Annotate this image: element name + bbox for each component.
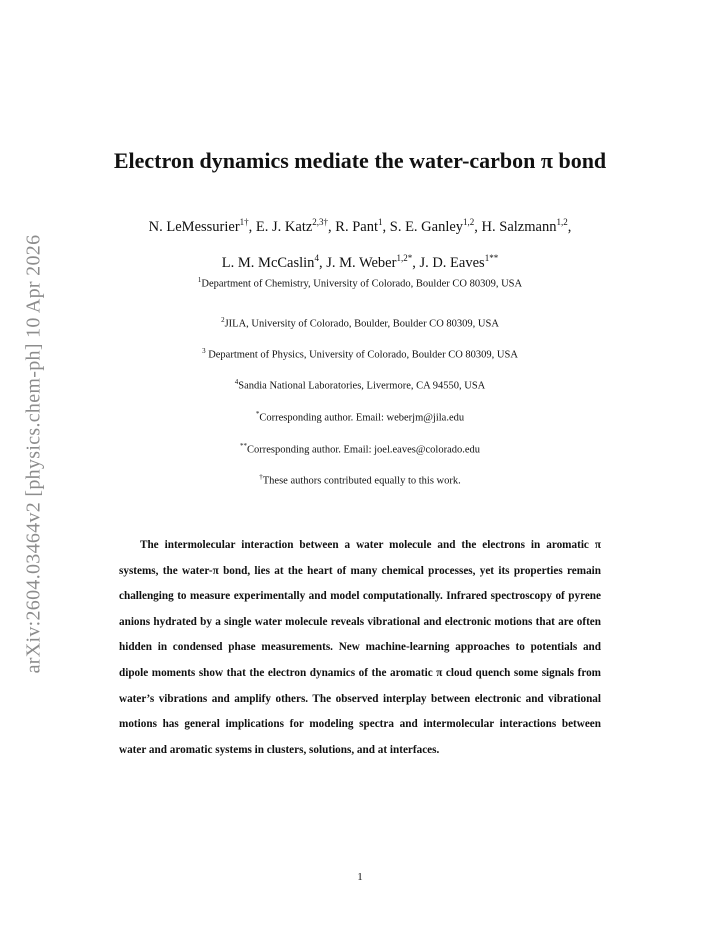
author-name: S. E. Ganley — [389, 218, 464, 235]
author-affiliation-mark: 1,2 — [463, 217, 475, 227]
author-name: L. M. McCaslin — [221, 254, 315, 271]
affiliation-mark: 1 — [197, 276, 202, 284]
note-text: Corresponding author. Email: joel.eaves@colorado.edu — [246, 444, 481, 456]
affiliation-text: Department of Physics, University of Colorado, Boulder CO 80309, USA — [205, 349, 518, 361]
author-name: N. LeMessurier — [148, 218, 240, 235]
abstract: The intermolecular interaction between a water molecule and the electrons in aromatic π systems, the water-π bond, lies at the heart of many chemical processes, yet its properties remain challenging to measure experimentally and model computationally. Infrared spectroscopy of pyrene anions hydrated by a single water molecule reveals vibrational and electronic motions that are often hidden in condensed phase measurements. New machine-learning approaches to potentials and dipole moments show that the electron dynamics of the aromatic π cloud quench some signals from water’s vibrations and amplify others. The observed interplay between electronic and vibrational motions has general implications for modeling spectra and intermolecular interactions between water and aromatic systems in clusters, solutions, and at interfaces. — [119, 539, 601, 756]
note-mark: * — [255, 410, 260, 418]
author-affiliation-mark: 1† — [239, 217, 249, 227]
corresponding-note — [0, 410, 720, 424]
note-mark: ** — [239, 442, 247, 450]
author-name: J. D. Eaves — [419, 254, 485, 271]
author-affiliation-mark: 1,2 — [556, 217, 568, 227]
equal-contribution-note — [0, 473, 720, 487]
author-name: R. Pant — [335, 218, 378, 235]
affiliation — [0, 316, 720, 330]
corresponding-note — [0, 442, 720, 456]
author-affiliation-mark: 1 — [378, 217, 383, 227]
note-mark: † — [259, 473, 263, 481]
affiliation — [0, 347, 720, 361]
author-name: E. J. Katz — [255, 218, 313, 235]
author-affiliation-mark: 2,3† — [312, 217, 329, 227]
arxiv-stamp: arXiv:2604.03464v2 [physics.chem-ph] 10 Apr 2026 — [22, 234, 45, 674]
affiliation-mark: 2 — [221, 316, 225, 324]
author-affiliation-mark: 1** — [484, 252, 499, 263]
affiliation-mark: 4 — [234, 378, 239, 386]
note-text: Corresponding author. Email: weberjm@jila.edu — [259, 412, 465, 424]
author-affiliation-mark: 4 — [314, 252, 319, 263]
affiliation — [0, 378, 720, 392]
page-number: 1 — [357, 871, 363, 883]
author-name: J. M. Weber — [326, 254, 397, 271]
affiliation-mark: 3 — [202, 347, 206, 355]
author-name: H. Salzmann — [481, 218, 557, 235]
affiliation-text: Department of Chemistry, University of Colorado, Boulder CO 80309, USA — [201, 278, 523, 290]
affiliation-text: JILA, University of Colorado, Boulder, Boulder CO 80309, USA — [224, 318, 499, 330]
paper-title: Electron dynamics mediate the water-carbon π bond — [113, 148, 607, 173]
author-affiliation-mark: 1,2* — [396, 252, 413, 263]
note-text: These authors contributed equally to this work. — [262, 475, 461, 487]
affiliation — [0, 276, 720, 290]
author-list: N. LeMessurier$^{1\dagger}$, E. J. Katz$^{2,3\dagger}$, R. Pant$^1$, S. E. Ganley$^{1,2}$, H. Salzmann$^{1,2}$, L. M. McCaslin$^4$, J. M. Weber$^{1,2*}$, J. D. Eaves$^{1**}$ — [148, 217, 572, 271]
affiliation-text: Sandia National Laboratories, Livermore, CA 94550, USA — [238, 380, 486, 392]
